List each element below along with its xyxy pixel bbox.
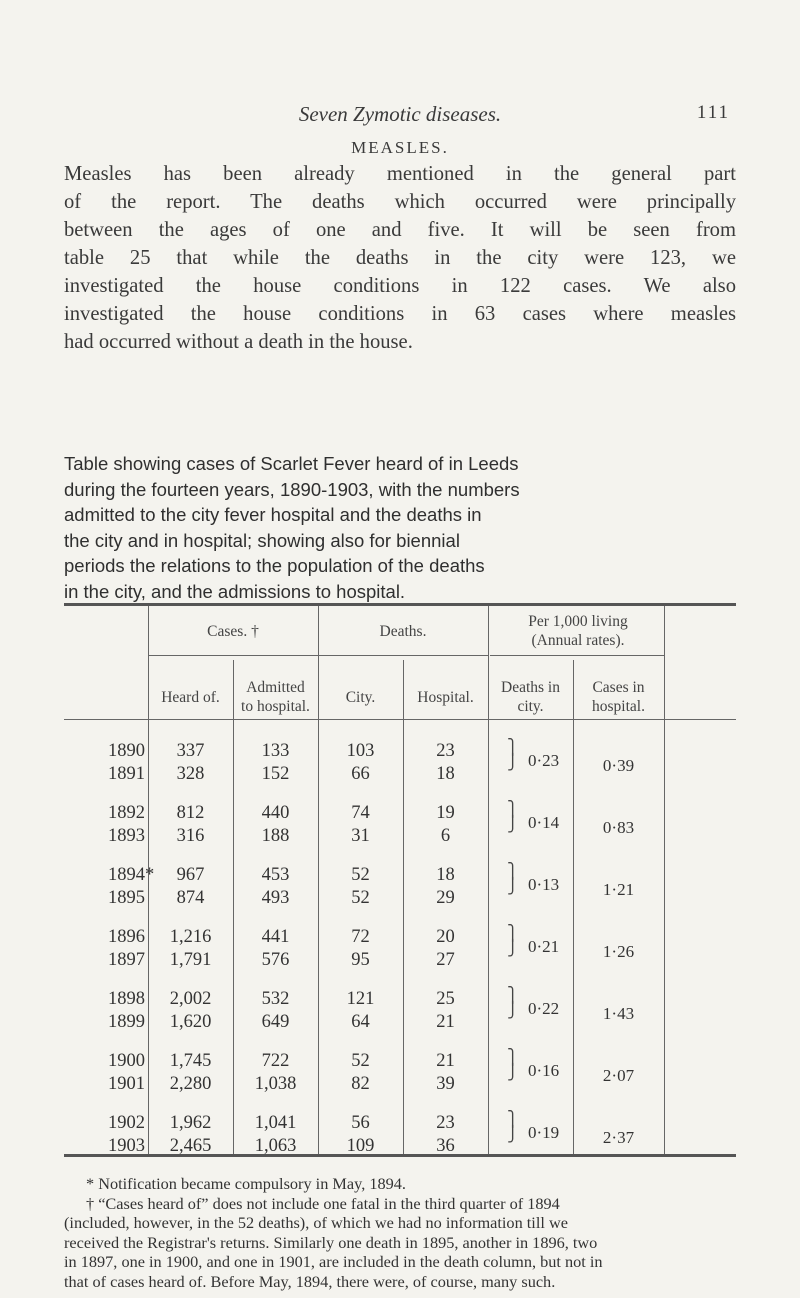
brace-icon: ⎭ <box>507 1127 519 1143</box>
table-cell-heard-of: 1,216 <box>169 927 212 947</box>
table-cell-deaths-city: 72 <box>351 927 370 947</box>
table-cell-heard-of: 337 <box>176 741 205 761</box>
table-cell-heard-of: 316 <box>176 826 205 846</box>
paragraph-line: table 25 that while the deaths in the city were 123, we <box>64 247 736 269</box>
row-year: 1895 <box>108 888 145 908</box>
paragraph-line: investigated the house conditions in 122 cases. We also <box>64 275 736 297</box>
rate-cases-in-hospital: 0·83 <box>602 818 635 837</box>
section-title: MEASLES. <box>351 138 449 157</box>
table-cell-deaths-hospital: 21 <box>436 1012 455 1032</box>
table-cell-admitted: 649 <box>261 1012 290 1032</box>
table-cell-deaths-city: 52 <box>351 888 370 908</box>
table-cell-deaths-hospital: 23 <box>436 1113 455 1133</box>
brace-icon: ⎫ <box>507 1112 519 1128</box>
table-cell-admitted: 722 <box>261 1051 290 1071</box>
table-cell-deaths-city: 121 <box>346 989 375 1009</box>
row-year: 1903 <box>108 1136 145 1156</box>
table-cell-admitted: 576 <box>261 950 290 970</box>
rate-deaths-in-city: 0·19 <box>528 1123 560 1142</box>
paragraph-line: Measles has been already mentioned in the general part <box>64 163 736 185</box>
rate-deaths-in-city: 0·22 <box>528 999 560 1018</box>
col-header-deaths-in-city-line2: city. <box>517 698 544 715</box>
header-body-rule <box>64 719 736 720</box>
table-cell-deaths-hospital: 39 <box>436 1074 455 1094</box>
row-year: 1898 <box>108 989 145 1009</box>
running-head <box>0 102 800 126</box>
table-cell-deaths-hospital: 23 <box>436 741 455 761</box>
brace-icon: ⎫ <box>507 1050 519 1066</box>
caption-line: Table showing cases of Scarlet Fever heard of in Leeds <box>64 453 519 474</box>
footnote-line: † “Cases heard of” does not include one fatal in the third quarter of 1894 <box>86 1193 560 1213</box>
brace-icon: ⎫ <box>507 802 519 818</box>
table-cell-admitted: 1,041 <box>254 1113 297 1133</box>
table-cell-deaths-hospital: 19 <box>436 803 455 823</box>
table-cell-heard-of: 2,465 <box>169 1136 212 1156</box>
table-cell-admitted: 532 <box>261 989 290 1009</box>
deaths-group-header: Deaths. <box>379 623 427 640</box>
paragraph-line: between the ages of one and five. It will be seen from <box>64 219 736 241</box>
table-cell-deaths-city: 82 <box>351 1074 370 1094</box>
footnote-line: * Notification became compulsory in May, 1894. <box>86 1174 406 1193</box>
running-head-title: Seven Zymotic diseases. <box>298 102 502 126</box>
paragraph-line: had occurred without a death in the house. <box>64 331 413 353</box>
table-cell-admitted: 133 <box>261 741 290 761</box>
rate-deaths-in-city: 0·14 <box>528 813 560 832</box>
table-cell-deaths-city: 95 <box>351 950 370 970</box>
rate-deaths-in-city: 0·13 <box>528 875 560 894</box>
page-number: 111 <box>696 102 730 123</box>
header-rule-per1000 <box>490 655 665 656</box>
col-header-city: City. <box>345 689 376 706</box>
col-header-cases-in-hospital-line2: hospital. <box>592 698 645 715</box>
table-cell-deaths-city: 74 <box>351 803 370 823</box>
col-header-cases-in-hospital-line1: Cases in <box>592 679 645 696</box>
col-header-admitted-line2: to hospital. <box>241 698 310 715</box>
row-year: 1896 <box>108 927 145 947</box>
measles-paragraph <box>64 160 736 356</box>
caption-line: during the fourteen years, 1890-1903, with the numbers <box>64 478 520 500</box>
table-cell-deaths-city: 109 <box>346 1136 375 1156</box>
table-cell-deaths-hospital: 6 <box>440 826 451 846</box>
table-cell-heard-of: 967 <box>176 865 205 885</box>
row-year: 1894* <box>108 865 155 885</box>
table-cell-admitted: 453 <box>261 865 290 885</box>
paragraph-line: of the report. The deaths which occurred were principally <box>64 191 736 213</box>
row-year: 1890 <box>108 741 145 761</box>
brace-icon: ⎭ <box>507 941 519 957</box>
rate-cases-in-hospital: 2·37 <box>602 1128 635 1147</box>
caption-line: admitted to the city fever hospital and the deaths in <box>64 504 482 525</box>
table-cell-deaths-city: 103 <box>346 741 375 761</box>
table-cell-deaths-city: 52 <box>351 865 370 885</box>
row-year: 1899 <box>108 1012 145 1032</box>
rate-cases-in-hospital: 0·39 <box>602 756 635 775</box>
table-cell-deaths-hospital: 18 <box>436 865 455 885</box>
table-cell-deaths-hospital: 25 <box>436 989 455 1009</box>
table-cell-heard-of: 874 <box>176 888 205 908</box>
table-cell-deaths-hospital: 29 <box>436 888 455 908</box>
brace-icon: ⎭ <box>507 1065 519 1081</box>
caption-line: the city and in hospital; showing also for biennial <box>64 529 460 551</box>
footnote-line: (included, however, in the 52 deaths), of which we had no information till we <box>64 1213 568 1232</box>
table-cell-admitted: 188 <box>261 826 290 846</box>
table-cell-heard-of: 2,002 <box>169 989 212 1009</box>
table-cell-deaths-hospital: 36 <box>436 1136 455 1156</box>
table-cell-heard-of: 1,791 <box>169 950 212 970</box>
table-cell-admitted: 440 <box>261 803 290 823</box>
table-cell-deaths-city: 31 <box>351 826 370 846</box>
per-1000-header-line2: (Annual rates). <box>531 632 625 649</box>
rate-cases-in-hospital: 1·21 <box>602 880 635 899</box>
rate-cases-in-hospital: 1·43 <box>602 1004 635 1023</box>
brace-icon: ⎫ <box>507 740 519 756</box>
per-1000-header-line1: Per 1,000 living <box>528 613 628 630</box>
brace-icon: ⎫ <box>507 988 519 1004</box>
table-cell-heard-of: 328 <box>176 764 205 784</box>
row-year: 1897 <box>108 950 145 970</box>
paragraph-line: investigated the house conditions in 63 cases where measles <box>64 303 736 325</box>
row-year: 1892 <box>108 803 145 823</box>
table-cell-deaths-city: 66 <box>351 764 370 784</box>
table-cell-admitted: 493 <box>261 888 290 908</box>
rate-cases-in-hospital: 1·26 <box>602 942 635 961</box>
rate-deaths-in-city: 0·16 <box>528 1061 560 1080</box>
cases-group-header: Cases. † <box>207 623 259 640</box>
table-cell-admitted: 152 <box>261 764 290 784</box>
caption-line: periods the relations to the population of the deaths <box>64 555 485 576</box>
col-header-heard-of: Heard of. <box>161 689 220 706</box>
table-caption <box>64 451 736 604</box>
table-cell-deaths-city: 56 <box>351 1113 370 1133</box>
table-cell-deaths-hospital: 27 <box>436 950 455 970</box>
row-year: 1891 <box>108 764 145 784</box>
table-cell-admitted: 1,038 <box>254 1074 297 1094</box>
table-cell-heard-of: 812 <box>176 803 205 823</box>
table-cell-admitted: 1,063 <box>254 1136 297 1156</box>
brace-icon: ⎭ <box>507 817 519 833</box>
row-year: 1893 <box>108 826 145 846</box>
row-year: 1900 <box>108 1051 145 1071</box>
brace-icon: ⎭ <box>507 1003 519 1019</box>
col-header-deaths-in-city-line1: Deaths in <box>501 679 560 696</box>
brace-icon: ⎭ <box>507 755 519 771</box>
footnotes <box>64 1174 736 1291</box>
brace-icon: ⎭ <box>507 879 519 895</box>
col-header-admitted-line1: Admitted <box>246 679 305 696</box>
table-cell-heard-of: 2,280 <box>169 1074 212 1094</box>
col-rule-7 <box>664 606 665 1154</box>
table-cell-deaths-hospital: 21 <box>436 1051 455 1071</box>
rate-cases-in-hospital: 2·07 <box>602 1066 635 1085</box>
row-year: 1901 <box>108 1074 145 1094</box>
rate-deaths-in-city: 0·21 <box>528 937 560 956</box>
table-cell-heard-of: 1,745 <box>169 1051 212 1071</box>
table-cell-deaths-hospital: 20 <box>436 927 455 947</box>
table-cell-heard-of: 1,620 <box>169 1012 212 1032</box>
brace-icon: ⎫ <box>507 864 519 880</box>
footnote-line: in 1897, one in 1900, and one in 1901, are included in the death column, but not in <box>64 1252 603 1271</box>
table-cell-heard-of: 1,962 <box>169 1113 212 1133</box>
rate-deaths-in-city: 0·23 <box>528 751 560 770</box>
table-cell-deaths-city: 64 <box>351 1012 370 1032</box>
footnote-line: received the Registrar's returns. Similarly one death in 1895, another in 1896, two <box>64 1232 598 1252</box>
table-cell-deaths-city: 52 <box>351 1051 370 1071</box>
row-year: 1902 <box>108 1113 145 1133</box>
caption-line: in the city, and the admissions to hospital. <box>64 580 406 602</box>
brace-icon: ⎫ <box>507 926 519 942</box>
table-cell-admitted: 441 <box>261 927 290 947</box>
table-cell-deaths-hospital: 18 <box>436 764 455 784</box>
col-header-hospital: Hospital. <box>417 689 474 706</box>
table-top-rule <box>64 603 736 606</box>
footnote-line: that of cases heard of. Before May, 1894, there were, of course, many such. <box>64 1271 556 1291</box>
